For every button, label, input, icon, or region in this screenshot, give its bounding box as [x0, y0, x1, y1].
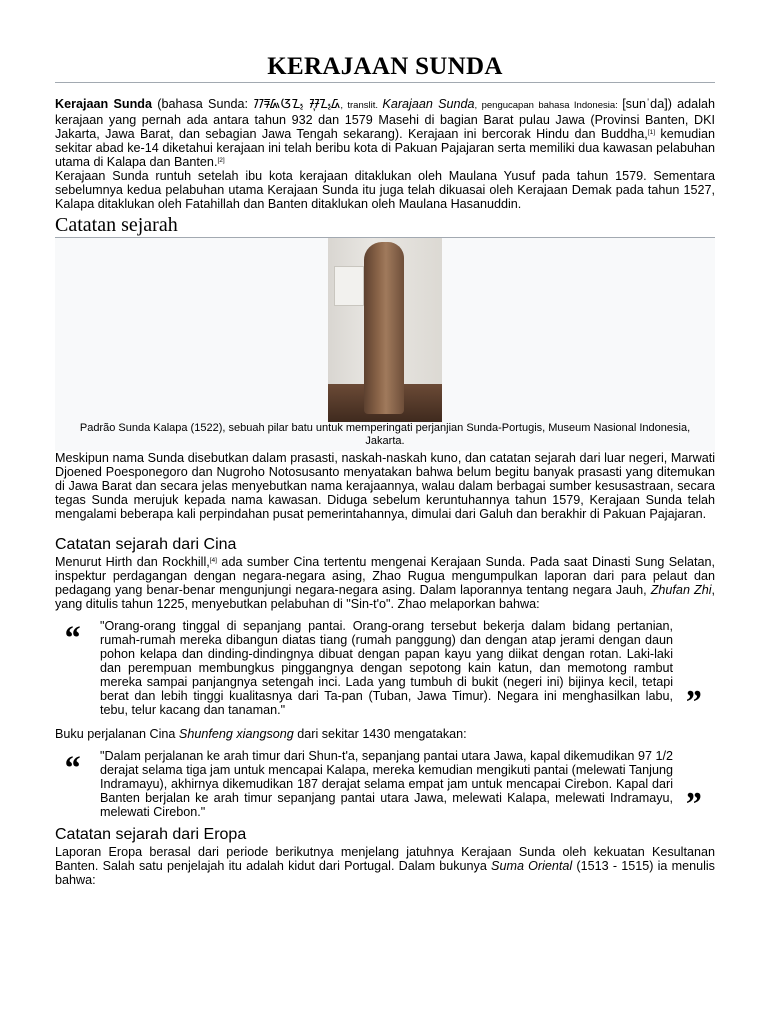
china-text: ada sumber Cina tertentu mengenai Kerajaan Sunda. Pada saat Dinasti Sung Selatan, inspektur perdagangan dengan negara-negara asing, Zhao Rugua mengumpulkan laporan dari para pelaut dan pedagang yang benar-benar mengunjungi negara-negara asing. Dalam laporannya tentang negara Jauh,: [55, 555, 715, 597]
figure: [55, 238, 715, 451]
ipa-link[interactable]: [sunˈda]: [622, 97, 668, 111]
translit-label: , translit.: [340, 100, 383, 111]
quote-text-2: "Dalam perjalanan ke arah timur dari Shun-t'a, sepanjang pantai utara Jawa, kapal dikemudikan 97 1/2 derajat selama tiga jam untuk mencapai Kalapa, mereka kemudian mengikuti pantai (melewati Tanjung Indramayu), akhirnya dikemudikan 187 derajat selama empat jam untuk mencapai Cirebon. Kapal dari Banten berjalan ke arah timur sepanjang pantai utara Jawa, melewati Kalapa, melewati Indramayu, melewati Cirebon.": [100, 749, 673, 819]
history-paragraph: Meskipun nama Sunda disebutkan dalam prasasti, naskah-naskah kuno, dan catatan sejarah dari luar negeri, Marwati Djoened Poesponegoro dan Nugroho Notosusanto menyatakan bahwa belum begitu banyak prasasti yang ditemukan di Jawa Barat dan secara jelas menyebutkan nama kerajaannya, walau dalam berbagai sumber kesusastraan, secara tegas Sunda merujuk kepada nama kawasan. Diduga sebelum keruntuhannya tahun 1579, Kerajaan Sunda telah mengalami beberapa kali perpindahan pusat pemerintahannya, dimulai dari Galuh dan berakhir di Pakuan Pajajaran.: [55, 451, 715, 521]
open-quote-icon: “: [63, 750, 80, 787]
intro-name: Kerajaan Sunda: [55, 97, 152, 111]
document-page: [55, 0, 715, 887]
title-divider: [55, 82, 715, 83]
close-quote-icon: ”: [684, 786, 701, 823]
between-quotes-paragraph: [55, 727, 715, 741]
book-title: Shunfeng xiangsong: [178, 727, 294, 741]
reference-link[interactable]: [1]: [647, 129, 656, 136]
book-title: Zhufan Zhi: [650, 583, 712, 597]
intro-text: ) adalah kerajaan yang pernah ada antara tahun 932 dan 1579 Masehi di bagian Barat pulau Jawa (Provinsi Banten, DKI Jakarta, Jawa Barat, dan sebagian Jawa Tengah sekarang). Kerajaan ini bercorak Hindu dan Buddha,: [55, 97, 715, 141]
section-heading-history: Catatan sejarah: [55, 214, 178, 236]
europe-text: (1513 - 1515) ia menulis bahwa:: [55, 859, 715, 887]
section-heading-china: Catatan sejarah dari Cina: [55, 536, 237, 553]
open-quote-icon: “: [63, 620, 80, 657]
plaque: [334, 266, 364, 306]
translit-value: Karajaan Sunda: [382, 97, 475, 111]
pronunciation-label: , pengucapan bahasa Indonesia:: [474, 100, 623, 111]
close-quote-icon: ”: [684, 684, 701, 721]
reference-link[interactable]: [2]: [217, 157, 225, 164]
intro-text: kemudian sekitar abad ke-14 diketahui kerajaan ini telah beribu kota di Pakuan Pajajaran serta memiliki dua kawasan pelabuhan utama di Kalapa dan Banten.: [55, 127, 716, 169]
section-heading-europe: Catatan sejarah dari Eropa: [55, 826, 247, 843]
sundanese-script: ᮊᮛᮏᮃᮔ᮪ ᮞᮥᮔ᮪ᮓ: [253, 97, 341, 111]
china-text: , yang ditulis tahun 1225, menyebutkan pelabuhan di "Sin-t'o". Zhao melaporkan bahwa:: [55, 583, 715, 611]
figure-caption: Padrão Sunda Kalapa (1522), sebuah pilar batu untuk memperingati perjanjian Sunda-Portugis, Museum Nasional Indonesia, Jakarta.: [79, 422, 691, 447]
quote-text-1: "Orang-orang tinggal di sepanjang pantai. Orang-orang tersebut bekerja dalam bidang pertanian, rumah-rumah mereka dibangun diatas tiang (rumah panggung) dan dengan atap jerami dengan daun pohon kelapa dan dinding-dindingnya dibuat dengan papan kayu yang diikat dengan rotan. Laki-laki dan perempuan membungkus pinggangnya dengan sepotong kain katun, dan memotong rambut mereka sampai panjangnya setengah inci. Lada yang tumbuh di bukit (negeri ini) bijinya kecil, tetapi berat dan lebih tinggi kualitasnya dari Ta-pan (Tuban, Jawa Timur). Negara ini menghasilkan labu, tebu, telur kacang dan tanaman.": [100, 619, 673, 717]
china-text: Menurut Hirth dan Rockhill,: [55, 555, 210, 569]
book-title: Suma Oriental: [491, 859, 573, 873]
intro-paragraph-2: Kerajaan Sunda runtuh setelah ibu kota kerajaan ditaklukan oleh Maulana Yusuf pada tahun 1579. Sementara sebelumnya kedua pelabuhan utama Kerajaan Sunda itu juga telah dikuasai oleh Kerajaan Demak pada tahun 1527, Kalapa ditaklukan oleh Fatahillah dan Banten ditaklukan oleh Maulana Hasanuddin.: [55, 169, 715, 211]
quote-block-1: [55, 619, 715, 721]
padrao-photo[interactable]: [328, 238, 442, 422]
page-title: KERAJAAN SUNDA: [267, 53, 503, 80]
china-paragraph: [55, 555, 715, 611]
europe-text: Laporan Eropa berasal dari periode berikutnya menjelang jatuhnya Kerajaan Sunda oleh kekuatan Kesultanan Banten. Salah satu penjelajah itu adalah kidut dari Portugal. Dalam bukunya: [55, 845, 715, 873]
europe-paragraph: [55, 845, 715, 887]
reference-link[interactable]: [4]: [209, 557, 217, 564]
quote-block-2: [55, 749, 715, 823]
between-text: dari sekitar 1430 mengatakan:: [293, 727, 467, 741]
intro-paragraph: [55, 97, 715, 169]
intro-text: (bahasa Sunda:: [151, 97, 254, 111]
between-text: Buku perjalanan Cina: [55, 727, 179, 741]
stone-pillar: [364, 242, 404, 414]
